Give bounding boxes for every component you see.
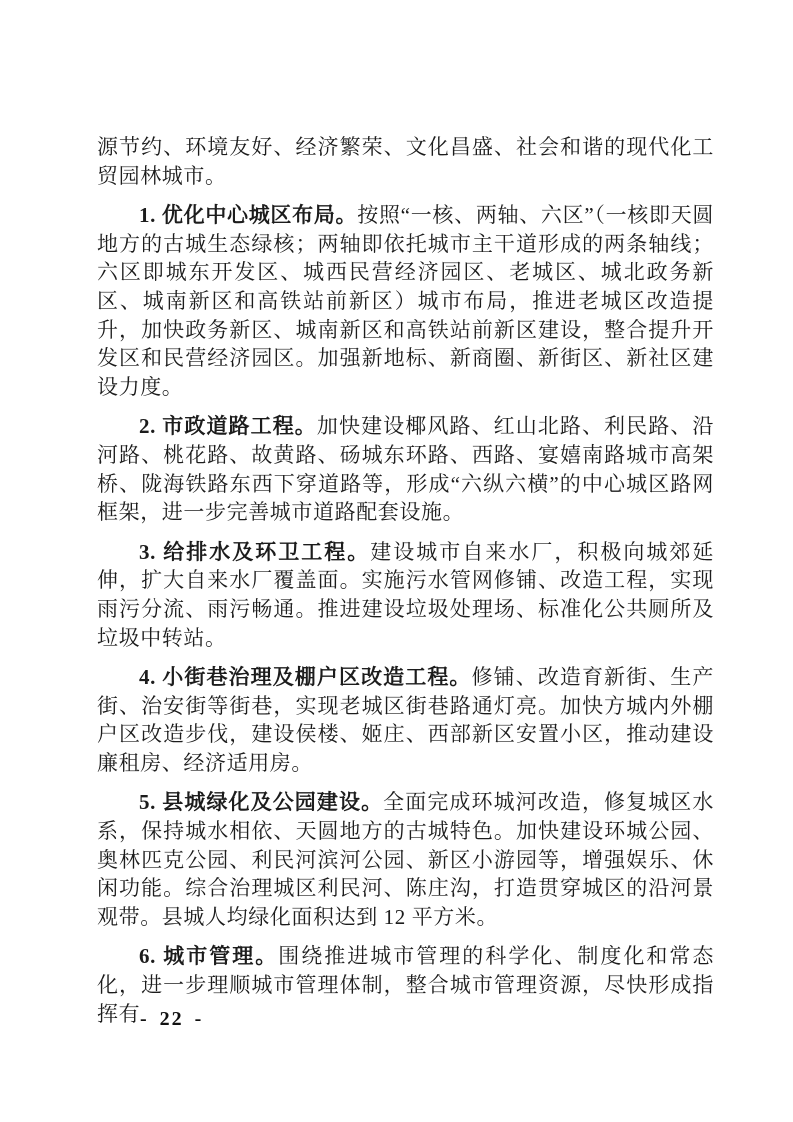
numbered-paragraph-3 [97,538,714,652]
item-5-text: 全面完成环城河改造，修复城区水系，保持城水相依、天圆地方的古城特色。加快建设环城公园、奥林匹克公园、利民河滨河公园、新区小游园等，增强娱乐、休闲功能。综合治理城区利民河、陈庄沟，打造贯穿城区的沿河景观带。县城人均绿化面积达到 12 平方米。 [97,790,714,929]
numbered-paragraph-5 [97,788,714,931]
numbered-paragraph-1 [97,201,714,401]
item-6-text: 围绕推进城市管理的科学化、制度化和常态化，进一步理顺城市管理体制，整合城市管理资源，尽快形成指挥有 [97,944,714,1026]
item-5-heading: 5. 县城绿化及公园建设。 [139,790,384,815]
numbered-paragraph-4 [97,663,714,777]
page-body-text [97,133,714,1028]
page-number: - 22 - [140,1008,204,1030]
item-3-text: 建设城市自来水厂，积极向城郊延伸，扩大自来水厂覆盖面。实施污水管网修铺、改造工程，实现雨污分流、雨污畅通。推进建设垃圾处理场、标准化公共厕所及垃圾中转站。 [97,539,714,650]
item-1-heading: 1. 优化中心城区布局。 [139,203,358,228]
item-3-heading: 3. 给排水及环卫工程。 [139,539,371,564]
item-2-text: 加快建设椰风路、红山北路、利民路、沿河路、桃花路、故黄路、砀城东环路、西路、宴嬉南路城市高架桥、陇海铁路东西下穿道路等，形成“六纵六横”的中心城区路网框架，进一步完善城市道路配套设施。 [97,414,714,525]
item-4-heading: 4. 小街巷治理及棚户区改造工程。 [139,665,472,690]
item-4-text: 修铺、改造育新街、生产街、治安街等街巷，实现老城区街巷路通灯亮。加快方城内外棚户区改造步伐，建设侯楼、姬庄、西部新区安置小区，推动建设廉租房、经济适用房。 [97,665,714,775]
item-2-heading: 2. 市政道路工程。 [139,414,317,439]
item-1-text: 按照“一核、两轴、六区”（一核即天圆地方的古城生态绿核；两轴即依托城市主干道形成的两条轴线；六区即城东开发区、城西民营经济园区、老城区、城北政务新区、城南新区和高铁站前新区）城市布局，推进老城区改造提升，加快政务新区、城南新区和高铁站前新区建设，整合提升开发区和民营经济园区。加强新地标、新商圈、新街区、新社区建设力度。 [97,203,714,399]
item-6-heading: 6. 城市管理。 [139,944,279,969]
paragraph-continuation: 源节约、环境友好、经济繁荣、文化昌盛、社会和谐的现代化工贸园林城市。 [97,135,714,188]
numbered-paragraph-2 [97,412,714,526]
